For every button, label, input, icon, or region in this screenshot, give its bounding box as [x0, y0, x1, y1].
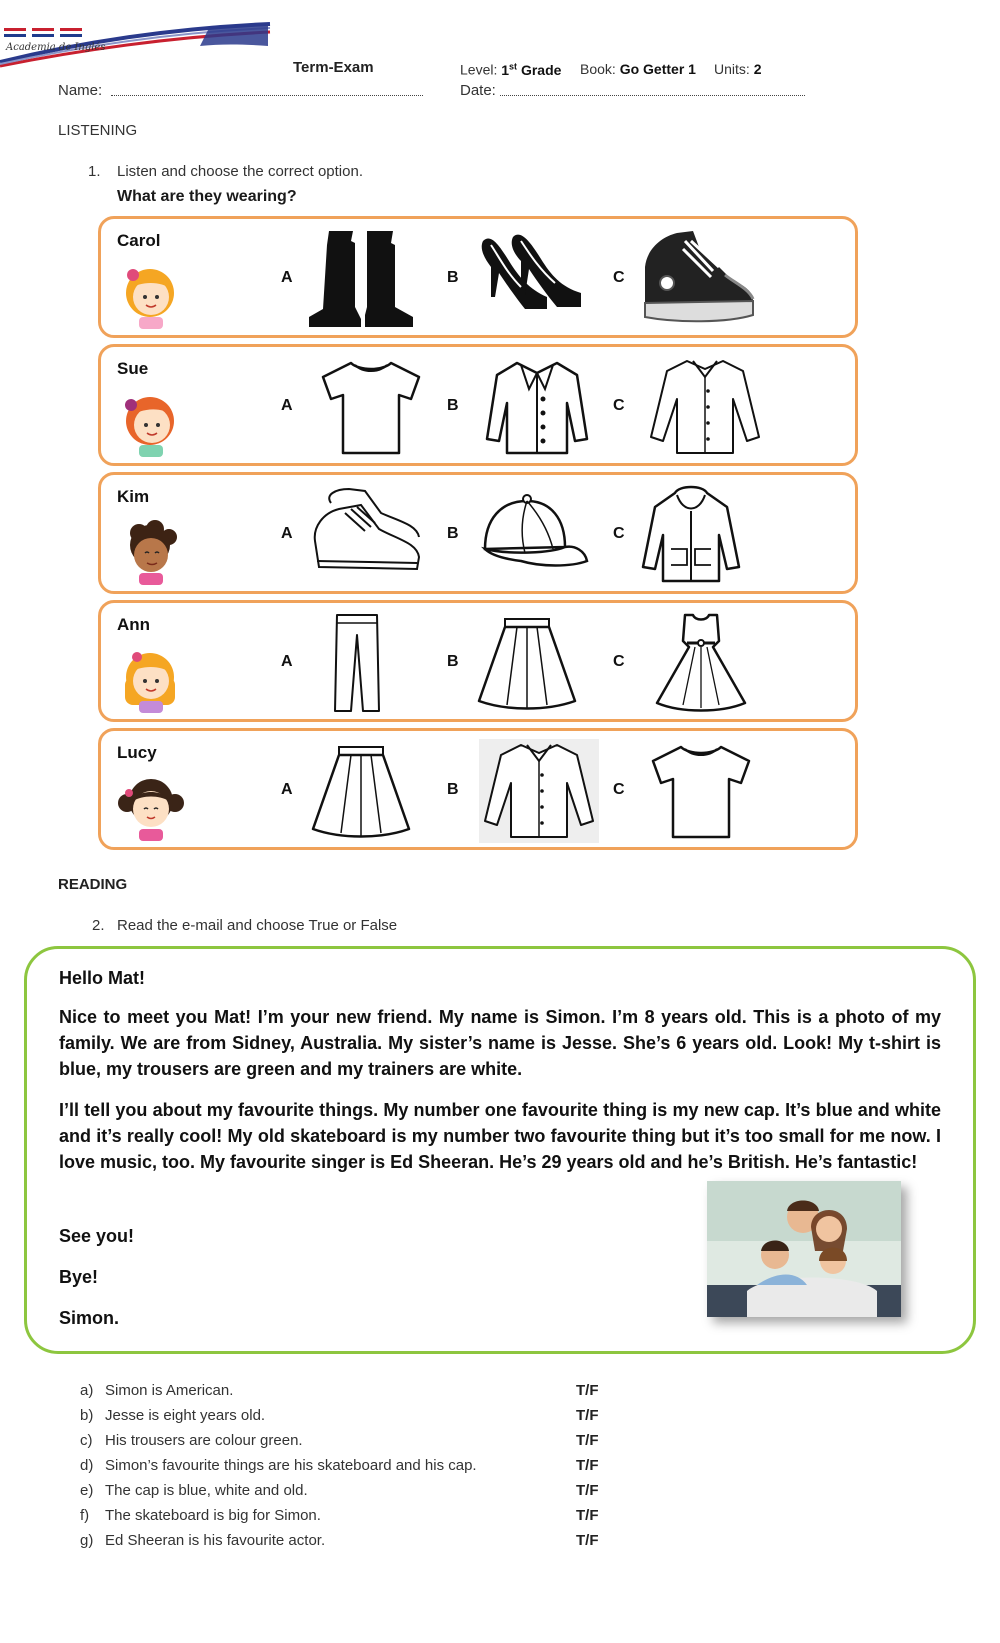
skirt-icon[interactable]	[301, 739, 421, 843]
statement-letter: f)	[80, 1507, 90, 1524]
option-a-label: A	[281, 525, 293, 542]
t-shirt-icon[interactable]	[311, 355, 431, 459]
statement-letter: a)	[80, 1382, 94, 1399]
listening-row-lucy	[98, 728, 858, 850]
cap-icon[interactable]	[471, 483, 591, 587]
true-false-list	[80, 1382, 620, 1557]
option-a-label: A	[281, 781, 293, 798]
question-1-subtitle: What are they wearing?	[117, 188, 297, 205]
option-b-label: B	[447, 269, 459, 286]
email-paragraph-2: I’ll tell you about my favourite things. My number one favourite thing is my new cap. It’s blue and white and it’s really cool! My old skateboard is my number two favourite thing but it’s too small for me now. I love music, too. My favourite singer is Ed Sheeran. He’s 29 years old and he’s British. He’s fantastic!	[59, 1100, 941, 1172]
name-label: Name:	[58, 82, 103, 99]
option-a-label: A	[281, 269, 293, 286]
book-info: Book: Go Getter 1	[580, 61, 696, 77]
email-bye: Bye!	[59, 1267, 99, 1287]
dress-icon[interactable]	[641, 611, 761, 715]
option-c-label: C	[613, 781, 625, 798]
listening-row-sue	[98, 344, 858, 466]
option-c-label: C	[613, 653, 625, 670]
statement-e	[80, 1482, 620, 1507]
email-greeting: Hello Mat!	[59, 968, 146, 988]
units-info: Units: 2	[714, 61, 762, 77]
listening-row-carol	[98, 216, 858, 338]
option-b-label: B	[447, 397, 459, 414]
person-name: Sue	[117, 359, 149, 378]
girl-avatar-icon	[115, 383, 185, 457]
date-blank[interactable]	[500, 84, 805, 96]
statement-text: The skateboard is big for Simon.	[105, 1507, 321, 1524]
girl-avatar-icon	[115, 767, 185, 841]
statement-text: Ed Sheeran is his favourite actor.	[105, 1532, 326, 1549]
option-b-label: B	[447, 781, 459, 798]
statement-letter: e)	[80, 1482, 94, 1499]
listening-row-ann	[98, 600, 858, 722]
logo-text: Academia de Inglés	[6, 42, 106, 53]
statement-text: Simon’s favourite things are his skateboard and his cap.	[105, 1457, 477, 1474]
true-false-choice[interactable]: T/F	[576, 1382, 599, 1399]
family-photo	[707, 1181, 901, 1317]
trainers-icon[interactable]	[637, 227, 757, 331]
option-b-label: B	[447, 653, 459, 670]
option-a-label: A	[281, 653, 293, 670]
girl-avatar-icon	[115, 255, 185, 329]
hoodie-icon[interactable]	[631, 483, 751, 587]
exam-title: Term-Exam	[293, 59, 374, 76]
jacket-icon[interactable]	[477, 355, 597, 459]
email-see-you: See you!	[59, 1226, 135, 1246]
statement-text: The cap is blue, white and old.	[105, 1482, 308, 1499]
true-false-choice[interactable]: T/F	[576, 1407, 599, 1424]
email-box	[24, 946, 976, 1354]
shirt-icon[interactable]	[645, 355, 765, 459]
person-name: Lucy	[117, 743, 157, 762]
true-false-choice[interactable]: T/F	[576, 1532, 599, 1549]
date-label: Date:	[460, 82, 496, 99]
true-false-choice[interactable]: T/F	[576, 1507, 599, 1524]
statement-c	[80, 1432, 620, 1457]
true-false-choice[interactable]: T/F	[576, 1457, 599, 1474]
trousers-icon[interactable]	[297, 611, 417, 715]
statement-letter: d)	[80, 1457, 94, 1474]
statement-g	[80, 1532, 620, 1557]
statement-d	[80, 1457, 620, 1482]
person-name: Kim	[117, 487, 150, 506]
email-signature: Simon.	[59, 1308, 120, 1328]
email-paragraph-1: Nice to meet you Mat! I’m your new friend. My name is Simon. I’m 8 years old. This is a photo of my family. We are from Sidney, Australia. My sister’s name is Jesse. She’s 6 years old. Look! My t-shirt is blue, my trousers are green and my trainers are white.	[59, 1007, 941, 1079]
true-false-choice[interactable]: T/F	[576, 1482, 599, 1499]
sneakers-icon[interactable]	[305, 483, 425, 587]
question-1-number: 1.	[88, 163, 101, 180]
statement-a	[80, 1382, 620, 1407]
level-info: Level: 1st Grade	[460, 61, 562, 78]
question-2-instruction: Read the e-mail and choose True or False	[117, 917, 398, 934]
option-c-label: C	[613, 525, 625, 542]
listening-row-kim	[98, 472, 858, 594]
question-1-instruction: Listen and choose the correct option.	[117, 163, 363, 180]
listening-heading: LISTENING	[58, 122, 138, 139]
option-b-label: B	[447, 525, 459, 542]
t-shirt-icon[interactable]	[641, 739, 761, 843]
statement-text: Simon is American.	[105, 1382, 234, 1399]
statement-letter: c)	[80, 1432, 93, 1449]
question-2-number: 2.	[92, 917, 105, 934]
statement-letter: b)	[80, 1407, 94, 1424]
statement-f	[80, 1507, 620, 1532]
statement-b	[80, 1407, 620, 1432]
high-heels-icon[interactable]	[469, 227, 589, 331]
skirt-icon[interactable]	[467, 611, 587, 715]
name-blank[interactable]	[111, 84, 423, 96]
option-c-label: C	[613, 269, 625, 286]
statement-text: Jesse is eight years old.	[105, 1407, 266, 1424]
option-c-label: C	[613, 397, 625, 414]
option-a-label: A	[281, 397, 293, 414]
boots-icon[interactable]	[301, 227, 421, 331]
person-name: Ann	[117, 615, 151, 634]
shirt-icon[interactable]	[479, 739, 599, 843]
girl-avatar-icon	[115, 511, 185, 585]
reading-heading: READING	[58, 876, 128, 893]
statement-text: His trousers are colour green.	[105, 1432, 303, 1449]
true-false-choice[interactable]: T/F	[576, 1432, 599, 1449]
statement-letter: g)	[80, 1532, 94, 1549]
person-name: Carol	[117, 231, 161, 250]
girl-avatar-icon	[115, 639, 185, 713]
